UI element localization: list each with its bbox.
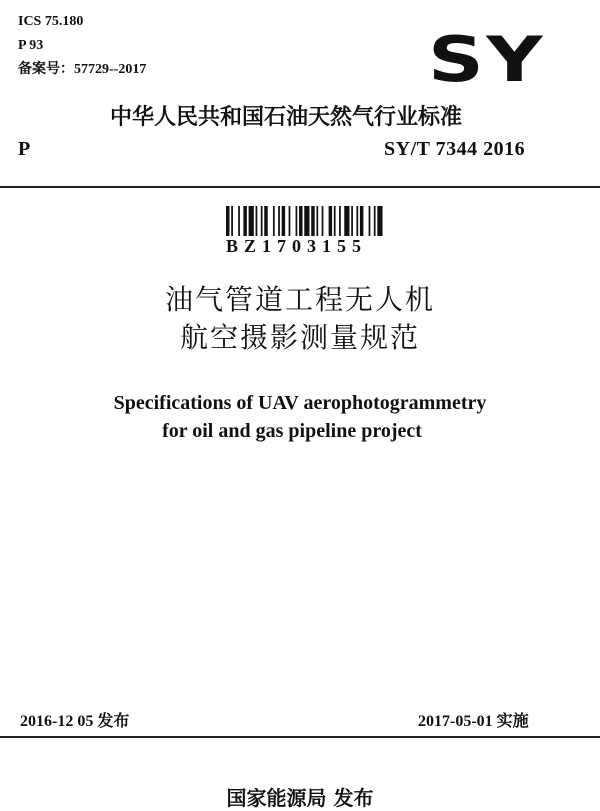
ics-code: ICS 75.180	[18, 14, 84, 29]
barcode	[226, 206, 386, 236]
barcode-bar	[278, 206, 280, 236]
barcode-bar	[282, 206, 285, 236]
issuer-title: 中华人民共和国石油天然气行业标准	[110, 105, 463, 130]
barcode-bar	[369, 206, 371, 236]
barcode-bar	[356, 206, 358, 236]
barcode-bar	[249, 206, 254, 236]
barcode-bar	[322, 206, 324, 236]
issue-date: 2016-12 05 发布	[20, 713, 130, 730]
classification-code: P 93	[18, 38, 44, 53]
barcode-bar	[377, 206, 382, 236]
barcode-bar	[289, 206, 291, 236]
barcode-bar	[226, 206, 229, 236]
implementation-date: 2017-05-01 实施	[418, 713, 529, 730]
publisher: 国家能源局 发布	[226, 786, 374, 810]
filing-number: 备案号：57729--2017	[18, 62, 147, 77]
barcode-bar	[339, 206, 341, 236]
barcode-bar	[299, 206, 302, 236]
english-title-line-2: for oil and gas pipeline project	[162, 420, 422, 442]
barcode-number: BZ1703155	[226, 236, 368, 256]
barcode-bar	[316, 206, 318, 236]
barcode-bar	[374, 206, 376, 236]
barcode-bar	[311, 206, 314, 236]
barcode-bar	[351, 206, 353, 236]
barcode-bar	[238, 206, 240, 236]
footer-divider	[0, 736, 600, 738]
barcode-bar	[304, 206, 309, 236]
barcode-bar	[360, 206, 363, 236]
barcode-bar	[231, 206, 233, 236]
chinese-title-line-1: 油气管道工程无人机	[164, 283, 435, 316]
barcode-bar	[334, 206, 336, 236]
category-letter: P	[18, 138, 31, 160]
barcode-bar	[261, 206, 263, 236]
barcode-bar	[264, 206, 267, 236]
barcode-bar	[296, 206, 298, 236]
chinese-title-line-2: 航空摄影测量规范	[179, 321, 420, 354]
barcode-bar	[243, 206, 246, 236]
sy-logo: SY	[428, 23, 545, 96]
header-divider	[0, 186, 600, 188]
barcode-bar	[273, 206, 275, 236]
english-title-line-1: Specifications of UAV aerophotogrammetry	[113, 392, 487, 414]
barcode-bar	[344, 206, 349, 236]
standard-number: SY/T 7344 2016	[384, 138, 526, 160]
barcode-bar	[329, 206, 332, 236]
barcode-bar	[256, 206, 258, 236]
